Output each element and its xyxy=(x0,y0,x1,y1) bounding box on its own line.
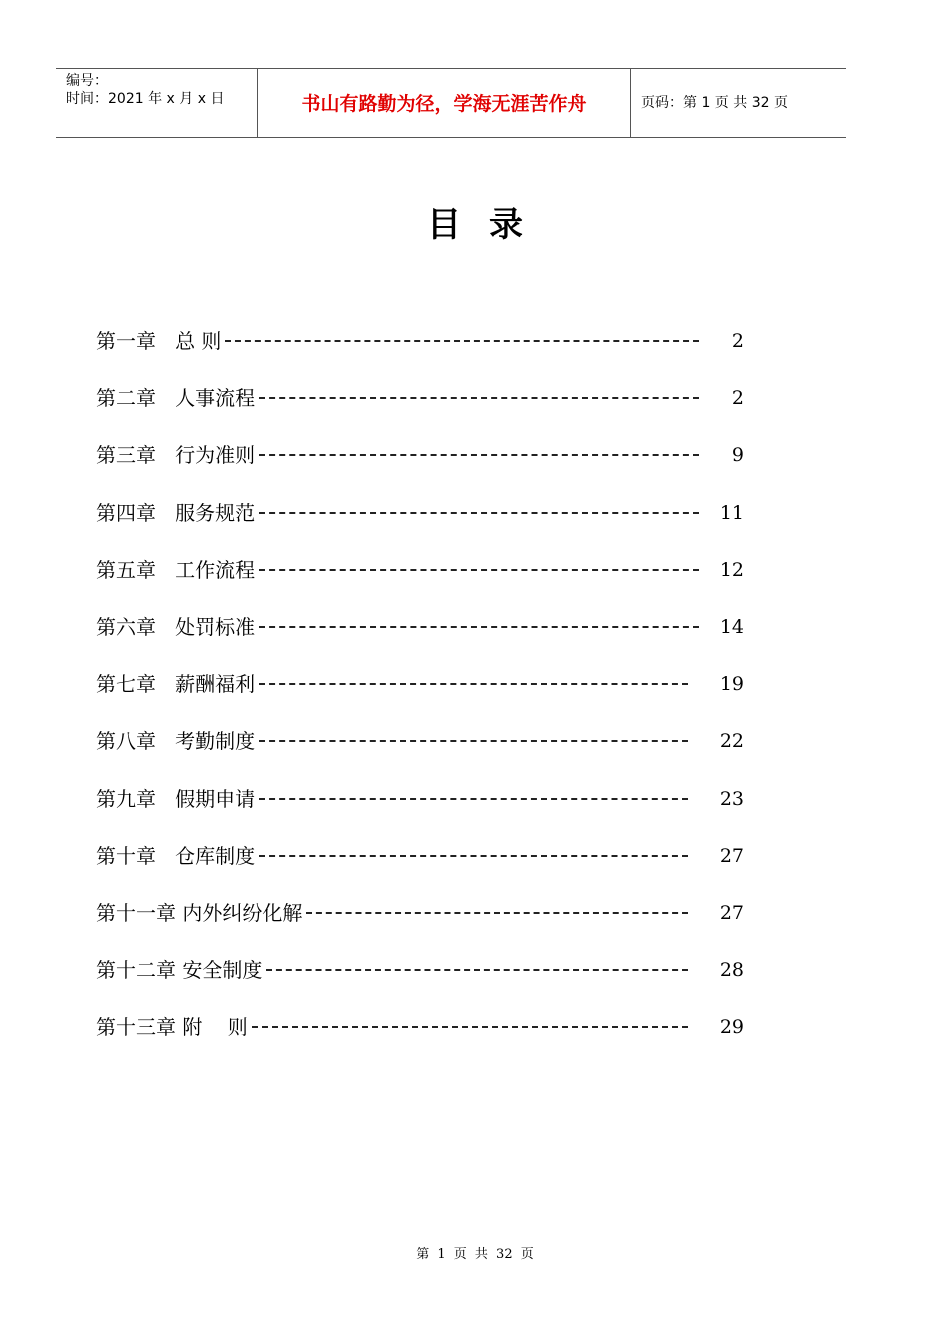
toc-entry-page: 2 xyxy=(731,387,744,410)
toc-entry[interactable] xyxy=(96,840,756,872)
toc-leader-line xyxy=(259,683,688,685)
document-header xyxy=(56,68,846,138)
toc-entry-label: 第二章 人事流程 xyxy=(96,386,256,411)
toc-entry-label: 第三章 行为准则 xyxy=(96,443,256,468)
toc-leader-line xyxy=(252,1026,688,1028)
toc-entry-page: 12 xyxy=(719,558,744,581)
toc-entry-page: 23 xyxy=(719,787,744,810)
toc-entry-label: 第九章 假期申请 xyxy=(96,786,256,811)
header-page-cell xyxy=(631,69,846,137)
toc-entry-page: 29 xyxy=(719,1016,744,1039)
toc-entry-label: 第十二章 安全制度 xyxy=(96,958,263,983)
toc-leader-line xyxy=(259,740,688,742)
toc-entry[interactable] xyxy=(96,382,756,414)
toc-entry[interactable] xyxy=(96,611,756,643)
toc-entry-page: 9 xyxy=(731,444,744,467)
toc-entry[interactable] xyxy=(96,439,756,471)
toc-entry[interactable] xyxy=(96,954,756,986)
toc-entry-label: 第十三章 附 则 xyxy=(96,1015,248,1040)
toc-entry-page: 27 xyxy=(719,902,744,924)
page-footer: 第 1 页 共 32 页 xyxy=(416,1247,534,1262)
toc-entry-label: 第八章 考勤制度 xyxy=(96,729,256,754)
toc-entry[interactable] xyxy=(96,725,756,757)
toc-leader-line xyxy=(259,626,699,628)
toc-entry-page: 14 xyxy=(719,616,744,638)
toc-leader-line xyxy=(259,454,699,456)
toc-leader-line xyxy=(306,912,688,914)
toc-entry[interactable] xyxy=(96,325,756,357)
toc-entry-page: 28 xyxy=(719,959,744,982)
toc-entry[interactable] xyxy=(96,897,756,929)
toc-entry-label: 第一章 总 则 xyxy=(96,329,222,353)
toc-entry[interactable] xyxy=(96,668,756,700)
toc-entry-label: 第六章 处罚标准 xyxy=(96,615,256,639)
toc-entry-label: 第四章 服务规范 xyxy=(96,500,256,525)
toc-leader-line xyxy=(259,569,699,571)
toc-leader-line xyxy=(266,969,688,971)
toc-entry-page: 2 xyxy=(731,330,744,352)
document-date: 时间：2021 年 x 月 x 日 xyxy=(66,91,225,107)
toc-leader-line xyxy=(259,855,688,857)
header-meta-cell xyxy=(56,69,258,137)
toc-entry-page: 11 xyxy=(719,501,744,524)
toc-entry-label: 第十一章 内外纠纷化解 xyxy=(96,901,303,925)
toc-entry-label: 第七章 薪酬福利 xyxy=(96,672,256,697)
header-page-info: 页码：第 1 页 共 32 页 xyxy=(641,95,788,111)
toc-entry[interactable] xyxy=(96,497,756,529)
toc-entry[interactable] xyxy=(96,783,756,815)
header-motto: 书山有路勤为径，学海无涯苦作舟 xyxy=(301,93,587,115)
toc-entry[interactable] xyxy=(96,1011,756,1043)
toc-entry-label: 第五章 工作流程 xyxy=(96,557,256,582)
toc-entry[interactable] xyxy=(96,554,756,586)
toc-entry-label: 第十章 仓库制度 xyxy=(96,843,256,868)
toc-leader-line xyxy=(259,512,699,514)
toc-leader-line xyxy=(225,340,699,342)
document-number-label: 编号： xyxy=(66,73,108,89)
toc-leader-line xyxy=(259,798,688,800)
toc-leader-line xyxy=(259,397,699,399)
toc-entry-page: 22 xyxy=(719,730,744,753)
toc-entry-page: 19 xyxy=(719,673,744,696)
toc-entry-page: 27 xyxy=(719,844,744,867)
toc-title: 目录 xyxy=(427,205,551,245)
header-motto-cell xyxy=(258,69,631,137)
